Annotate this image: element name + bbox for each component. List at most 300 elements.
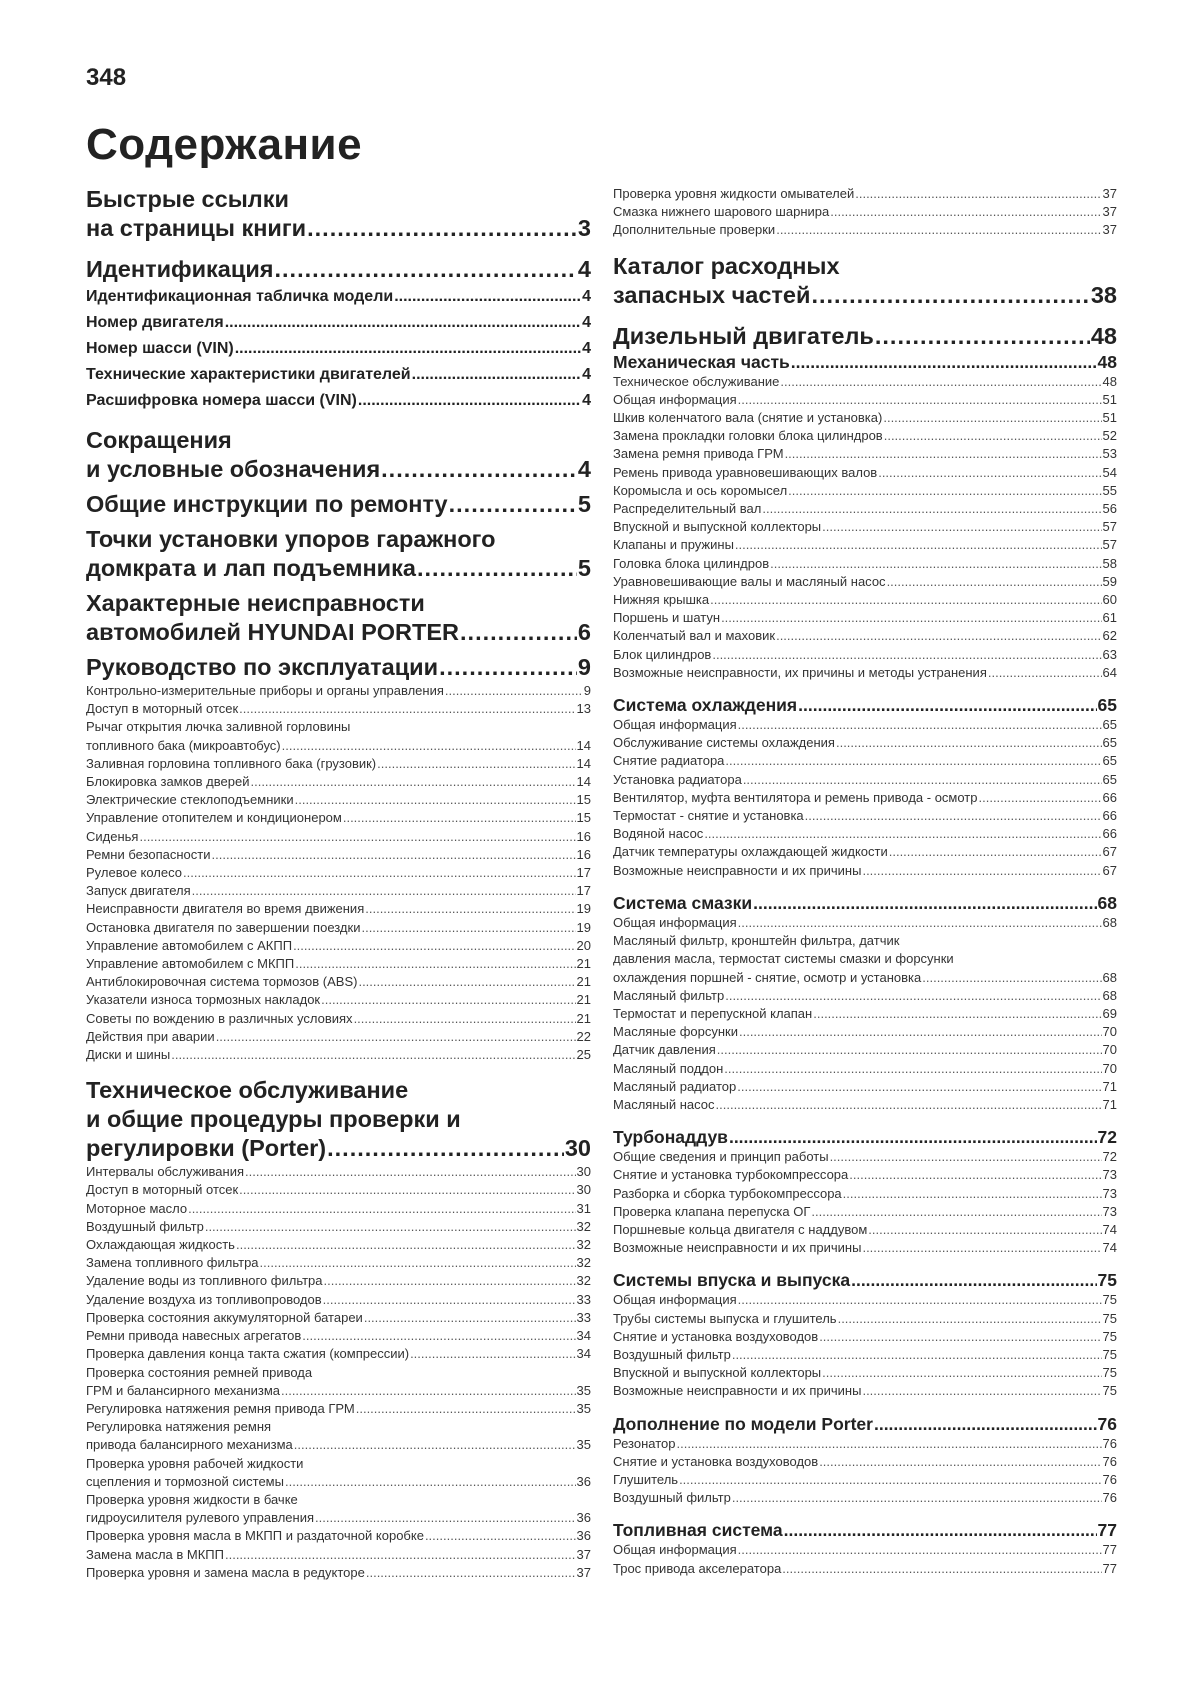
toc-entry-text: Идентификация <box>86 256 274 282</box>
toc-entry-text: Диски и шины <box>86 1047 171 1063</box>
toc-page-number: 32 <box>576 1218 591 1234</box>
toc-entry-text: Блок цилиндров <box>613 646 712 662</box>
toc-page-number: 72 <box>1102 1149 1117 1165</box>
toc-section[interactable] <box>86 284 591 310</box>
dot-leader <box>361 919 575 937</box>
dot-leader <box>838 1310 1102 1328</box>
toc-entry-text: Замена прокладки головки блока цилиндров <box>613 428 883 444</box>
toc-entry-row <box>613 664 1117 682</box>
toc-item[interactable] <box>613 591 1117 609</box>
toc-page-number: 76 <box>1102 1490 1117 1506</box>
toc-section[interactable] <box>86 388 591 414</box>
dot-leader <box>811 1203 1101 1221</box>
toc-item[interactable] <box>613 203 1117 221</box>
toc-section[interactable] <box>613 1413 1117 1435</box>
dot-leader <box>922 969 1101 987</box>
toc-item[interactable] <box>86 1418 591 1454</box>
toc-entry-row <box>86 1028 591 1046</box>
toc-entry-row <box>613 1269 1117 1291</box>
toc-item[interactable] <box>613 1060 1117 1078</box>
dot-leader <box>294 1436 576 1454</box>
toc-entry-row <box>613 752 1117 770</box>
toc-entry-text: Удаление воздуха из топливопроводов <box>86 1291 322 1307</box>
spacer <box>613 310 1117 322</box>
toc-item[interactable] <box>613 409 1117 427</box>
toc-item[interactable] <box>613 932 1117 987</box>
toc-item[interactable] <box>613 789 1117 807</box>
toc-page-number: 66 <box>1102 826 1117 842</box>
toc-entry-text: Поршневые кольца двигателя с наддувом <box>613 1221 868 1237</box>
toc-chapter[interactable] <box>86 185 591 243</box>
toc-entry-row <box>613 373 1117 391</box>
toc-entry-text: Доступ в моторный отсек <box>86 701 239 717</box>
dot-leader <box>676 1435 1101 1453</box>
toc-item[interactable] <box>86 1527 591 1545</box>
dot-leader <box>285 1473 576 1491</box>
toc-chapter[interactable] <box>86 589 591 647</box>
toc-item[interactable] <box>613 555 1117 573</box>
spacer <box>613 880 1117 892</box>
dot-leader <box>250 773 575 791</box>
toc-item[interactable] <box>86 846 591 864</box>
toc-item[interactable] <box>613 1310 1117 1328</box>
toc-item[interactable] <box>613 862 1117 880</box>
toc-item[interactable] <box>86 755 591 773</box>
toc-page-number: 75 <box>1102 1365 1117 1381</box>
toc-item[interactable] <box>613 221 1117 239</box>
toc-item[interactable] <box>86 919 591 937</box>
toc-entry-text: Система смазки <box>613 892 753 913</box>
toc-item[interactable] <box>86 1309 591 1327</box>
toc-item[interactable] <box>86 828 591 846</box>
toc-entry-text: Руководство по эксплуатации <box>86 654 439 680</box>
toc-item[interactable] <box>86 1491 591 1527</box>
toc-entry-text: Вентилятор, муфта вентилятора и ремень привода - осмотр <box>613 789 978 805</box>
spacer <box>86 243 591 255</box>
toc-entry-text: Рычаг открытия лючка заливной горловины <box>86 719 351 735</box>
toc-item[interactable] <box>613 1541 1117 1559</box>
toc-page-number: 17 <box>576 883 591 899</box>
toc-item[interactable] <box>613 1023 1117 1041</box>
toc-page-number: 75 <box>1102 1383 1117 1399</box>
toc-entry-row <box>613 351 1117 373</box>
toc-entry-row <box>613 1382 1117 1400</box>
toc-entry-text: Разборка и сборка турбокомпрессора <box>613 1185 842 1201</box>
toc-entry-text: Проверка уровня жидкости омывателей <box>613 186 855 201</box>
toc-item[interactable] <box>86 791 591 809</box>
toc-entry-text: Общие сведения и принцип работы <box>613 1149 829 1165</box>
toc-page-number: 57 <box>1102 537 1117 553</box>
toc-item[interactable] <box>613 664 1117 682</box>
toc-entry-text: Антиблокировочная система тормозов (ABS) <box>86 974 358 990</box>
toc-page-number: 21 <box>576 974 591 990</box>
toc-item[interactable] <box>613 609 1117 627</box>
toc-entry-text: Ремни привода навесных агрегатов <box>86 1328 302 1344</box>
toc-item[interactable] <box>613 771 1117 789</box>
toc-entry-row <box>86 1254 591 1272</box>
dot-leader <box>366 1564 576 1582</box>
toc-item[interactable] <box>86 900 591 918</box>
toc-entry-row <box>613 185 1117 203</box>
dot-leader <box>183 864 576 882</box>
toc-page-number: 33 <box>576 1291 591 1307</box>
toc-page-number: 66 <box>1102 808 1117 824</box>
toc-item[interactable] <box>613 1005 1117 1023</box>
toc-entry-text: Общая информация <box>613 717 737 733</box>
toc-chapter[interactable] <box>86 490 591 519</box>
toc-entry-text: Регулировка натяжения ремня привода ГРМ <box>86 1400 355 1416</box>
toc-item[interactable] <box>86 1236 591 1254</box>
toc-item[interactable] <box>86 1345 591 1363</box>
toc-item[interactable] <box>86 718 591 754</box>
dot-leader <box>321 991 575 1009</box>
toc-page-number: 75 <box>1102 1346 1117 1362</box>
toc-item[interactable] <box>613 1328 1117 1346</box>
toc-item[interactable] <box>86 882 591 900</box>
toc-entry-row <box>613 1078 1117 1096</box>
toc-chapter[interactable] <box>613 322 1117 351</box>
toc-page-number: 75 <box>1097 1270 1117 1291</box>
toc-page-number: 5 <box>577 555 591 581</box>
toc-item[interactable] <box>613 482 1117 500</box>
toc-item[interactable] <box>86 1218 591 1236</box>
toc-entry-row <box>613 281 1117 310</box>
toc-entry-row <box>86 809 591 827</box>
toc-section[interactable] <box>613 1269 1117 1291</box>
toc-page-number: 77 <box>1097 1520 1117 1541</box>
toc-item[interactable] <box>86 937 591 955</box>
toc-entry-text: Датчик давления <box>613 1042 716 1058</box>
toc-item[interactable] <box>613 627 1117 645</box>
toc-item[interactable] <box>613 1078 1117 1096</box>
toc-entry-text: Каталог расходных <box>613 252 840 279</box>
toc-entry-row <box>613 771 1117 789</box>
toc-item[interactable] <box>86 1254 591 1272</box>
toc-item[interactable] <box>86 955 591 973</box>
toc-entry-row <box>613 825 1117 843</box>
toc-entry-row <box>86 1436 591 1454</box>
toc-entry-row <box>613 1148 1117 1166</box>
dot-leader <box>445 682 583 700</box>
dot-leader <box>830 203 1101 221</box>
toc-page-number: 65 <box>1097 695 1117 716</box>
dot-leader <box>849 1166 1101 1184</box>
toc-item[interactable] <box>86 1327 591 1345</box>
toc-entry-row <box>613 716 1117 734</box>
dot-leader <box>358 388 581 414</box>
toc-item[interactable] <box>86 1564 591 1582</box>
toc-chapter[interactable] <box>86 525 591 583</box>
dot-leader <box>737 1078 1101 1096</box>
toc-chapter[interactable] <box>86 426 591 484</box>
toc-page-number: 63 <box>1102 646 1117 662</box>
toc-page-number: 13 <box>576 701 591 717</box>
toc-entry-text: Дополнение по модели Porter <box>613 1413 873 1434</box>
toc-item[interactable] <box>613 185 1117 203</box>
toc-section[interactable] <box>86 310 591 336</box>
toc-item[interactable] <box>613 1364 1117 1382</box>
toc-section[interactable] <box>86 336 591 362</box>
toc-entry-text: запасных частей <box>613 281 811 308</box>
toc-entry-text: Масляный фильтр <box>613 987 725 1003</box>
toc-chapter[interactable] <box>86 1076 591 1163</box>
toc-page-number: 35 <box>576 1437 591 1453</box>
toc-item[interactable] <box>613 807 1117 825</box>
toc-item[interactable] <box>613 373 1117 391</box>
toc-item[interactable] <box>613 1096 1117 1114</box>
toc-page-number: 17 <box>576 865 591 881</box>
toc-item[interactable] <box>86 991 591 1009</box>
dot-leader <box>868 1221 1101 1239</box>
toc-item[interactable] <box>613 536 1117 554</box>
dot-leader <box>738 716 1102 734</box>
toc-item[interactable] <box>613 500 1117 518</box>
dot-leader <box>323 1291 576 1309</box>
dot-leader <box>235 336 581 362</box>
toc-item[interactable] <box>86 1272 591 1290</box>
toc-item[interactable] <box>86 1163 591 1181</box>
dot-leader <box>819 1328 1101 1346</box>
toc-entry-row <box>613 427 1117 445</box>
toc-entry-text: Блокировка замков дверей <box>86 774 250 790</box>
toc-item[interactable] <box>86 973 591 991</box>
dot-leader <box>358 973 575 991</box>
toc-item[interactable] <box>613 1435 1117 1453</box>
toc-chapter[interactable] <box>613 252 1117 310</box>
dot-leader <box>439 653 577 682</box>
dot-leader <box>739 1023 1102 1041</box>
toc-item[interactable] <box>613 1489 1117 1507</box>
toc-section[interactable] <box>613 1519 1117 1541</box>
toc-entry-text: Возможные неисправности и их причины <box>613 1240 862 1256</box>
toc-item[interactable] <box>86 1028 591 1046</box>
toc-item[interactable] <box>613 914 1117 932</box>
toc-item[interactable] <box>86 864 591 882</box>
toc-entry-row <box>613 1096 1117 1114</box>
toc-entry-row <box>613 1166 1117 1184</box>
toc-entry-text: Технические характеристики двигателей <box>86 366 411 383</box>
toc-item[interactable] <box>86 773 591 791</box>
toc-entry-row <box>613 1239 1117 1257</box>
toc-entry-text: Снятие и установка турбокомпрессора <box>613 1167 849 1183</box>
dot-leader <box>356 1400 576 1418</box>
toc-entry-text: Моторное масло <box>86 1200 188 1216</box>
toc-entry-text: Остановка двигателя по завершении поездки <box>86 919 361 935</box>
toc-item[interactable] <box>613 573 1117 591</box>
toc-item[interactable] <box>613 1560 1117 1578</box>
toc-page-number: 62 <box>1102 628 1117 644</box>
toc-section[interactable] <box>613 351 1117 373</box>
dot-leader <box>830 1148 1102 1166</box>
toc-entry-row <box>86 773 591 791</box>
toc-page-number: 25 <box>576 1047 591 1063</box>
dot-leader <box>843 1185 1102 1203</box>
toc-item[interactable] <box>613 391 1117 409</box>
toc-item[interactable] <box>613 1203 1117 1221</box>
dot-leader <box>855 185 1101 203</box>
toc-entry-text: Коромысла и ось коромысел <box>613 482 788 498</box>
dot-leader <box>791 351 1097 373</box>
toc-item[interactable] <box>613 1185 1117 1203</box>
toc-entry-text: Трубы системы выпуска и глушитель <box>613 1310 837 1326</box>
toc-page-number: 70 <box>1102 1060 1117 1076</box>
toc-entry-text: регулировки (Porter) <box>86 1135 327 1162</box>
toc-entry-text: Термостат - снятие и установка <box>613 808 804 824</box>
dot-leader <box>738 391 1102 409</box>
toc-item[interactable] <box>86 1400 591 1418</box>
toc-entry-row <box>613 892 1117 914</box>
toc-item[interactable] <box>613 752 1117 770</box>
toc-chapter[interactable] <box>86 653 591 682</box>
toc-section[interactable] <box>86 362 591 388</box>
toc-entry-text: Масляный насос <box>613 1096 715 1112</box>
toc-entry-text: Клапаны и пружины <box>613 537 734 553</box>
toc-page-number: 69 <box>1102 1005 1117 1021</box>
dot-leader <box>710 591 1101 609</box>
dot-leader <box>295 955 575 973</box>
toc-entry-row <box>86 1345 591 1363</box>
toc-entry-text: и условные обозначения <box>86 456 381 482</box>
toc-item[interactable] <box>86 700 591 718</box>
toc-entry-text: Впускной и выпускной коллекторы <box>613 1365 822 1381</box>
toc-section[interactable] <box>613 892 1117 914</box>
toc-page-number: 14 <box>576 737 591 753</box>
toc-entry-row <box>86 490 591 519</box>
toc-entry-text: Распределительный вал <box>613 501 762 517</box>
toc-page-number: 38 <box>1090 281 1117 308</box>
toc-entry-row <box>613 969 1117 987</box>
toc-item[interactable] <box>86 682 591 700</box>
toc-page-number: 30 <box>576 1164 591 1180</box>
toc-entry-text: Головка блока цилиндров <box>613 555 770 571</box>
toc-entry-row <box>86 1272 591 1290</box>
toc-page-number: 55 <box>1102 482 1117 498</box>
toc-item[interactable] <box>613 1453 1117 1471</box>
toc-item[interactable] <box>613 1166 1117 1184</box>
toc-entry-text: привода балансирного механизма <box>86 1437 293 1453</box>
toc-section[interactable] <box>613 1126 1117 1148</box>
dot-leader <box>738 914 1102 932</box>
dot-leader <box>979 789 1102 807</box>
toc-item[interactable] <box>613 1041 1117 1059</box>
dot-leader <box>805 807 1102 825</box>
toc-item[interactable] <box>86 1010 591 1028</box>
toc-item[interactable] <box>613 1239 1117 1257</box>
dot-leader <box>884 427 1102 445</box>
toc-item[interactable] <box>613 1346 1117 1364</box>
toc-item[interactable] <box>613 734 1117 752</box>
dot-leader <box>225 310 581 336</box>
toc-page-number: 35 <box>576 1400 591 1416</box>
toc-entry-text: Датчик температуры охлаждающей жидкости <box>613 844 888 860</box>
toc-item[interactable] <box>613 1291 1117 1309</box>
toc-item[interactable] <box>86 1181 591 1199</box>
toc-page-number: 68 <box>1102 987 1117 1003</box>
dot-leader <box>780 373 1101 391</box>
toc-page-number: 36 <box>576 1473 591 1489</box>
dot-leader <box>813 1005 1101 1023</box>
toc-chapter[interactable] <box>86 255 591 284</box>
toc-entry-row <box>86 882 591 900</box>
toc-entry-row <box>86 1200 591 1218</box>
toc-page-number: 21 <box>576 992 591 1008</box>
toc-item[interactable] <box>613 843 1117 861</box>
toc-entry-row <box>613 1310 1117 1328</box>
toc-item[interactable] <box>613 445 1117 463</box>
toc-entry-text: Возможные неисправности, их причины и методы устранения <box>613 664 987 680</box>
toc-item[interactable] <box>86 1364 591 1400</box>
dot-leader <box>394 284 581 310</box>
toc-item[interactable] <box>613 646 1117 664</box>
toc-page-number: 34 <box>576 1346 591 1362</box>
toc-entry-text: Возможные неисправности и их причины <box>613 1383 862 1399</box>
toc-item[interactable] <box>613 464 1117 482</box>
toc-page-number: 67 <box>1102 844 1117 860</box>
toc-entry-text: Турбонаддув <box>613 1127 728 1148</box>
toc-item[interactable] <box>613 518 1117 536</box>
toc-page-number: 74 <box>1102 1240 1117 1256</box>
toc-entry-text: Доступ в моторный отсек <box>86 1182 239 1198</box>
toc-item[interactable] <box>613 1148 1117 1166</box>
toc-item[interactable] <box>613 1221 1117 1239</box>
toc-item[interactable] <box>86 1546 591 1564</box>
dot-leader <box>679 1471 1101 1489</box>
toc-page-number: 70 <box>1102 1042 1117 1058</box>
toc-entry-row <box>86 682 591 700</box>
toc-entry-text: Указатели износа тормозных накладок <box>86 992 321 1008</box>
toc-item[interactable] <box>86 1455 591 1491</box>
toc-item[interactable] <box>86 809 591 827</box>
toc-entry-row <box>613 1489 1117 1507</box>
toc-entry-text: Нижняя крышка <box>613 592 710 608</box>
toc-entry-text: Проверка уровня жидкости в бачке <box>86 1491 298 1507</box>
toc-entry-text: Возможные неисправности и их причины <box>613 862 862 878</box>
toc-entry-row <box>86 1546 591 1564</box>
toc-page-number: 73 <box>1102 1203 1117 1219</box>
toc-entry-row <box>613 573 1117 591</box>
toc-item[interactable] <box>86 1200 591 1218</box>
toc-item[interactable] <box>613 825 1117 843</box>
toc-entry-text: Быстрые ссылки <box>86 186 289 212</box>
toc-item[interactable] <box>613 716 1117 734</box>
toc-entry-text: Общая информация <box>613 1542 737 1558</box>
toc-entry-text: Характерные неисправности <box>86 590 425 616</box>
toc-section[interactable] <box>613 694 1117 716</box>
toc-item[interactable] <box>613 427 1117 445</box>
toc-page-number: 36 <box>576 1528 591 1544</box>
toc-item[interactable] <box>613 1382 1117 1400</box>
toc-item[interactable] <box>86 1291 591 1309</box>
toc-page-number: 16 <box>576 828 591 844</box>
toc-entry-text: Контрольно-измерительные приборы и органы управления <box>86 683 444 698</box>
toc-page-number: 77 <box>1102 1542 1117 1558</box>
toc-entry-text: Проверка состояния ремней привода <box>86 1364 313 1380</box>
toc-entry-text: ГРМ и балансирного механизма <box>86 1382 280 1398</box>
toc-item[interactable] <box>86 1046 591 1064</box>
toc-page-number: 5 <box>577 491 591 517</box>
toc-entry-text: Точки установки упоров гаражного <box>86 526 496 552</box>
toc-entry-row <box>613 734 1117 752</box>
toc-entry-text: Управление автомобилем с АКПП <box>86 937 293 953</box>
dot-leader <box>732 1489 1102 1507</box>
toc-item[interactable] <box>613 987 1117 1005</box>
toc-page-number: 4 <box>582 392 591 409</box>
toc-column-right <box>613 185 1117 1578</box>
toc-entry-text: Проверка уровня и замена масла в редукторе <box>86 1564 365 1580</box>
dot-leader <box>889 843 1102 861</box>
toc-item[interactable] <box>613 1471 1117 1489</box>
spacer <box>86 414 591 426</box>
